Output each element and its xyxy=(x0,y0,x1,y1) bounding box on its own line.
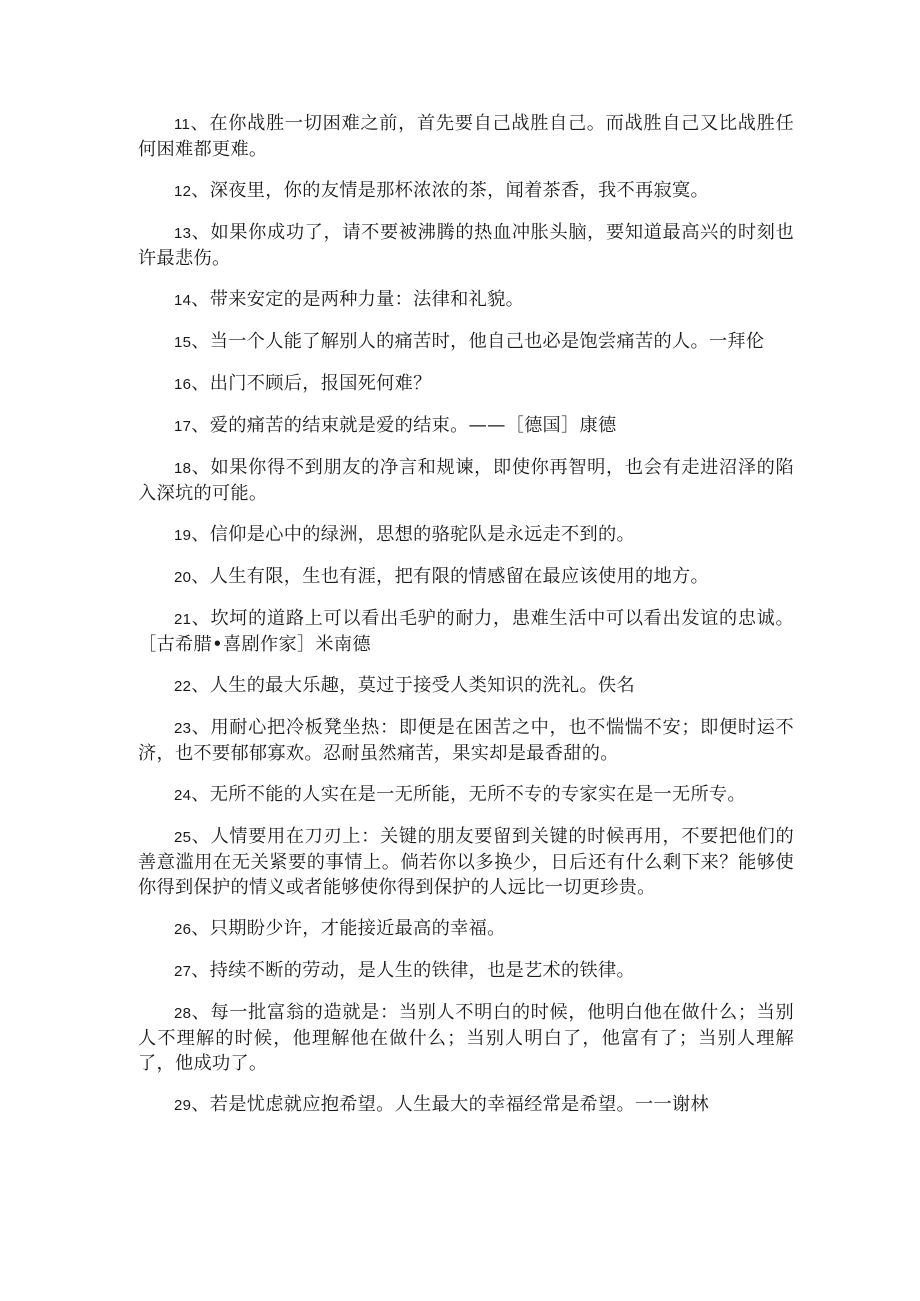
quote-text: 、无所不能的人实在是一无所能，无所不专的专家实在是一无所专。 xyxy=(191,784,746,805)
quote-text: 、人情要用在刀刃上：关键的朋友要留到关键的时候再用，不要把他们的善意滥用在无关紧要的事情上。倘若你以多换少，日后还有什么剩下来？能够使你得到保护的情义或者能够使你得到保护的人远比一切更珍贵。 xyxy=(138,826,794,898)
quote-number: 25 xyxy=(174,829,192,846)
quote-text: 、深夜里，你的友情是那杯浓浓的茶，闻着茶香，我不再寂寞。 xyxy=(191,180,709,201)
quote-number: 12 xyxy=(174,183,192,200)
quote-text: 、在你战胜一切困难之前，首先要自己战胜自己。而战胜自己又比战胜任何困难都更难。 xyxy=(138,113,794,160)
quote-number: 14 xyxy=(174,292,192,309)
quote-22 xyxy=(138,673,794,699)
quote-text: 、爱的痛苦的结束就是爱的结束。——［德国］康德 xyxy=(191,415,617,436)
quote-17 xyxy=(138,413,794,439)
quote-27 xyxy=(138,958,794,984)
quote-text: 、如果你成功了，请不要被沸腾的热血冲胀头脑，要知道最高兴的时刻也许最悲伤。 xyxy=(138,222,794,269)
quote-15 xyxy=(138,329,794,355)
quote-number: 26 xyxy=(174,921,192,938)
quote-text: 、人生有限，生也有涯，把有限的情感留在最应该使用的地方。 xyxy=(191,566,709,587)
quote-26 xyxy=(138,916,794,942)
quote-number: 19 xyxy=(174,527,192,544)
quote-18 xyxy=(138,455,794,506)
quote-number: 15 xyxy=(174,334,192,351)
quote-text: 、每一批富翁的造就是：当别人不明白的时候，他明白他在做什么；当别人不理解的时候，他理解他在做什么；当别人明白了，他富有了；当别人理解了，他成功了。 xyxy=(138,1002,794,1074)
quote-13 xyxy=(138,220,794,271)
quote-number: 21 xyxy=(174,611,192,628)
quote-text: 、出门不顾后，报国死何难？ xyxy=(191,373,432,394)
quote-number: 22 xyxy=(174,678,192,695)
quote-text: 、信仰是心中的绿洲，思想的骆驼队是永远走不到的。 xyxy=(191,524,635,545)
quote-11 xyxy=(138,111,794,162)
quote-text: 、用耐心把冷板凳坐热：即便是在困苦之中，也不惴惴不安；即便时运不济，也不要郁郁寡欢。忍耐虽然痛苦，果实却是最香甜的。 xyxy=(138,717,794,764)
quote-19 xyxy=(138,522,794,548)
quote-number: 24 xyxy=(174,787,192,804)
quote-28 xyxy=(138,1000,794,1076)
quote-number: 20 xyxy=(174,569,192,586)
quote-number: 16 xyxy=(174,376,192,393)
quote-21 xyxy=(138,606,794,657)
quote-number: 17 xyxy=(174,418,192,435)
quote-number: 13 xyxy=(174,225,192,242)
quote-number: 11 xyxy=(174,116,191,133)
quote-16 xyxy=(138,371,794,397)
quote-29 xyxy=(138,1092,794,1118)
quote-12 xyxy=(138,178,794,204)
quote-text: 、坎坷的道路上可以看出毛驴的耐力，患难生活中可以看出发谊的忠诚。［古希腊•喜剧作家］米南德 xyxy=(138,608,794,655)
quote-23 xyxy=(138,715,794,766)
quote-20 xyxy=(138,564,794,590)
quote-25 xyxy=(138,824,794,900)
quote-text: 、持续不断的劳动，是人生的铁律，也是艺术的铁律。 xyxy=(191,960,635,981)
quote-text: 、当一个人能了解别人的痛苦时，他自己也必是饱尝痛苦的人。一拜伦 xyxy=(191,331,765,352)
quote-text: 、人生的最大乐趣，莫过于接受人类知识的洗礼。佚名 xyxy=(191,675,635,696)
quote-14 xyxy=(138,287,794,313)
quote-24 xyxy=(138,782,794,808)
quote-number: 29 xyxy=(174,1097,192,1114)
quote-number: 18 xyxy=(174,460,192,477)
quote-list xyxy=(138,111,794,1134)
quote-text: 、只期盼少许，才能接近最高的幸福。 xyxy=(191,918,506,939)
quote-text: 、带来安定的是两种力量：法律和礼貌。 xyxy=(191,289,525,310)
quote-text: 、若是忧虑就应抱希望。人生最大的幸福经常是希望。一一谢林 xyxy=(191,1094,709,1115)
quote-text: 、如果你得不到朋友的净言和规谏，即使你再智明，也会有走进沼泽的陷入深坑的可能。 xyxy=(138,457,794,504)
quote-number: 27 xyxy=(174,963,192,980)
quote-number: 28 xyxy=(174,1005,192,1022)
quote-number: 23 xyxy=(174,720,192,737)
